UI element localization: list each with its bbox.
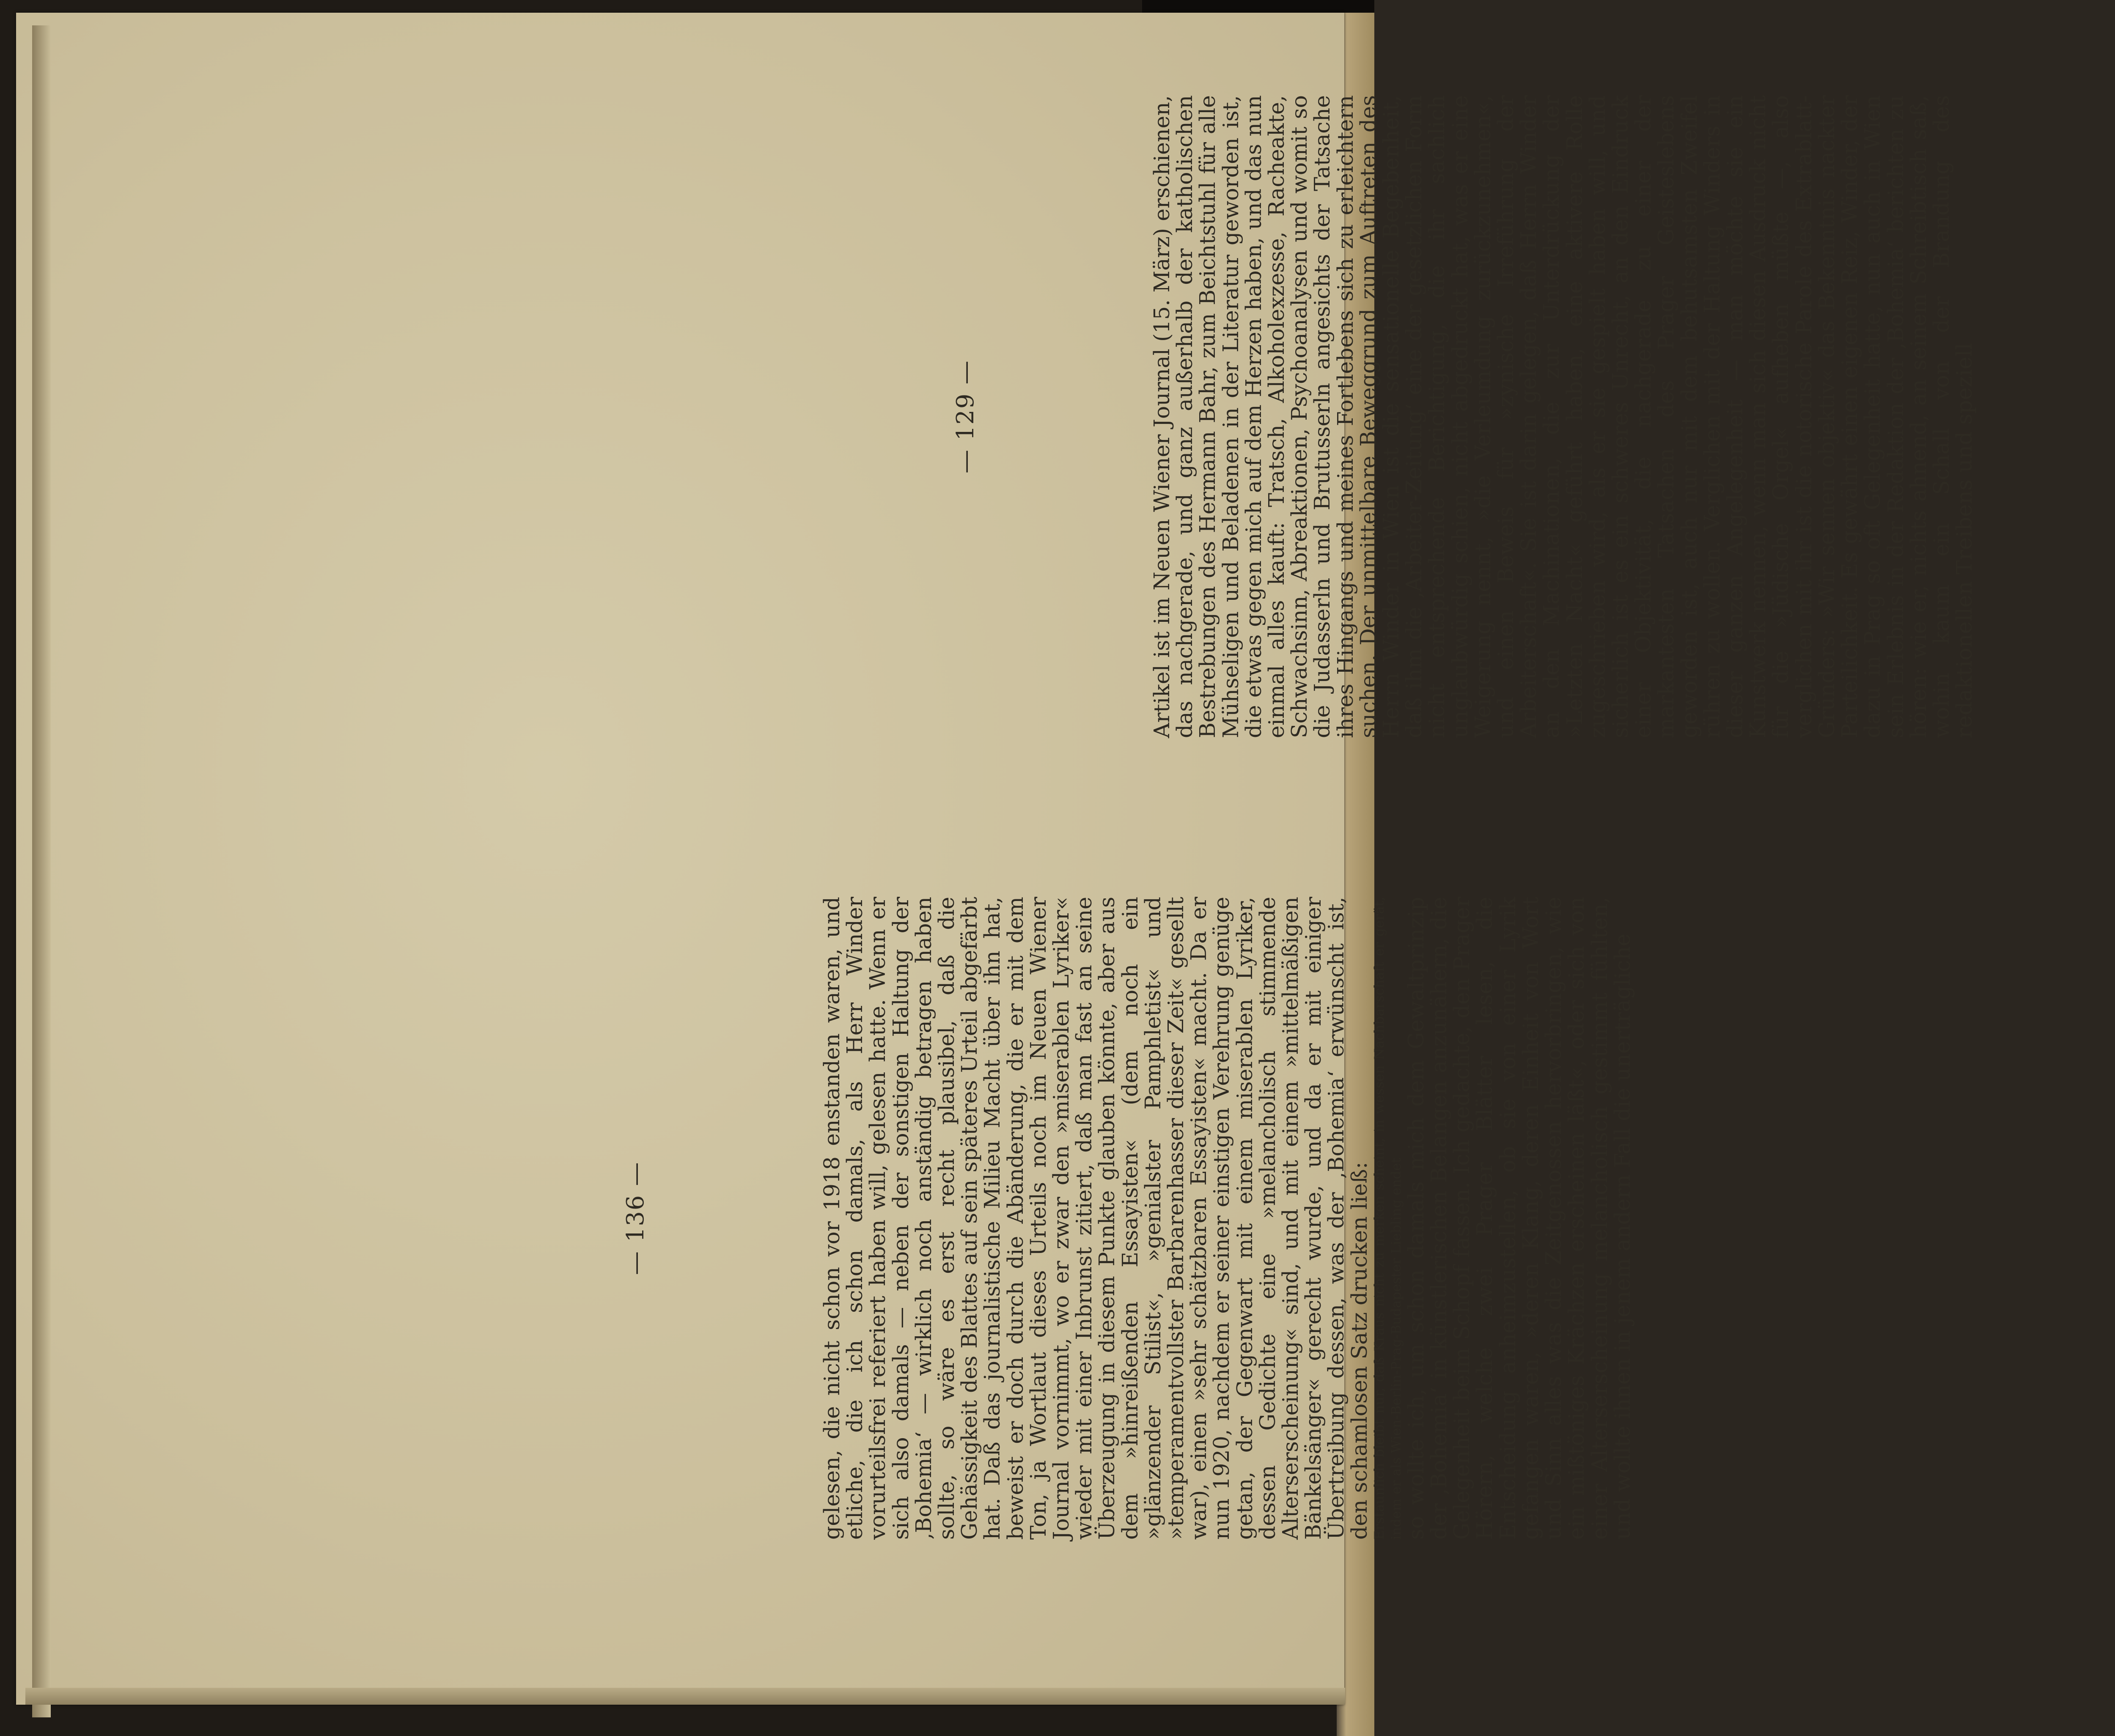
paragraph: gelesen, die nicht schon vor 1918 enstanden waren, und etliche, die ich schon damals, als Herr Winder vorurteilsfrei referiert haben will, gelesen hatte. Wenn er sich also damals — neben der sonstigen Haltung der ‚Bohemia‘ — wirklich noch anständig betragen haben sollte, so wäre es erst recht plausibel, daß die Gehässigkeit des Blattes auf sein späteres Urteil abgefärbt hat. Daß das journalistische Milieu Macht über ihn hat, beweist er doch durch die Abänderung, die er mit dem Ton, ja Wortlaut dieses Urteils noch im Neuen Wiener Journal vornimmt, wo er zwar den »miserablen Lyriker« wieder mit einer Inbrunst zitiert, daß man fast an seine Überzeugung in diesem Punkte glauben könnte, aber aus dem »hinreißenden Essayisten« (dem noch ein »glänzender Stilist«, »genialster Pamphletist« und »temperamentvollster Barbarenhasser dieser Zeit« gesellt war), einen »sehr schätzbaren Essayisten« macht. Da er nun 1920, nachdem er seiner einstigen Verehrung genüge getan, der Gegenwart mit einem miserablen Lyriker, dessen Gedichte eine »melancholisch stimmende Alterserscheinung« sind, und mit einem »mittelmäßigen Bänkelsänger« gerecht wurde, und da er mit einiger Übertreibung dessen, was der ‚Bohemia‘ erwünscht ist, den schamlosen Satz drucken ließ: [819,897,1372,1540]
page-129 [952,95,2115,738]
paragraph: Artikel ist im Neuen Wiener Journal (15. März) erschienen, das nachgerade, und ganz außerhalb der katholischen Bestrebungen des Hermann Bahr, zum Beichtstuhl für alle Mühseligen und Beladenen in der Literatur geworden ist, die etwas gegen mich auf dem Herzen haben, und das nun einmal alles kauft: Tratsch, Alkoholexzesse, Racheakte, Schwachsinn, Abreaktionen, Psychoanalysen und womit so die Judasserln und Brutusserln angesichts der Tatsache ihres Hingangs und meines Fortlebens sich zu erleichtern suchen. Der unmittelbare Beweggrund zum Auftreten des Herrn Winder in Wien ist die sensationelle Begebenheit, daß ihm die ‚Arbeiter-Zeitung‘ eine der gesetzlichen Form nicht entsprechende Berichtigung, die ihr sachlich unglaubwürdig schien, nicht abgedruckt hat, was er eine Weigerung nennt, »die Verleumdung zurückzunehmen«, und einen Beweis für »zynische Irreführung der Arbeiterschaft«. Sie ist darin gelegen, daß Herrn Winder an den Machinationen, die zur Unterdrückung der »Letzten Nacht« geführt haben, eine aktivere Rolle zugeschrieben wird, als er sie gespielt haben will, und sicherlich ist es ein schweres Unrecht, an den Eindruck einer Objektivität, die nachgerade zu einer der markantesten Tatsachen des Prager Geisteslebens geworden ist, auch nur mit dem behutsamsten Zweifel rühren zu wollen. Verglichen mit der Haltung Winders in dieser ganzen Angelegenheit — man möchte sie ein Kunstwerk nennen, wenn man sich diesen Ausdruck nicht für die »Jüdische Orgel« aufheben müßte —, also verglichen mit ihr ist die notorische Parole des Extrablatt-Gründers: »Wir sennen objektiv« das Bekenntnis nackter Parteilichkeit. Es gewährt einen eigenen Reiz, Winder, der dazu in Prag so oft Gelegenheit hatte, nun auch in Wien sein Erlebnis in der Redaktion der ‚Bohemia‘ berichten zu hören: wie er, nichts ahnend, an seinem Schreibtisch saß, wohin kaum ein Schall von der Brandung des redaktionellen Treibens und speziell [1149,95,1977,738]
page-136 [622,897,1929,1540]
footnote: Erstaunlich bleibt nur, daß Kraus nicht zu merken scheint, in wessen Nachbarschaft er gerät, indem er als Wien-Berlin-Prag-Budapester Liebling endet [1371,897,1404,1540]
page-bottom-edge [25,1688,1345,1705]
page-number: — 129 — [952,360,979,474]
page-body [821,897,1634,1540]
page-number: — 136 — [622,1161,649,1275]
page-body [1151,95,1976,738]
binding-edge [32,25,51,1717]
paragraph: so wollte ich, um schon damals mich dem Gewaltprinzip der ‚Bohemia‘ in künstlerischen Belangen anzunähern, die Gelegenheit beim Schopf fassen. Ich gedachte, den Prager Hörern, welche zwei Prager Blätter lesen, die Entscheidung anheimzustellen, ob sie von einer Lyrik gefangen waren, »deren Klang, deren Einheit von Wort und Sinn alles was die Zeitgenossen hervorbringen, wie ein mißtöniges Krächzen erscheinen läßt«, oder sich von einer Alterserscheinung melancholisch gestimmt fühlten, und wollte ihnen in jenem andern Fall die unerträgliche [1403,897,1635,1540]
